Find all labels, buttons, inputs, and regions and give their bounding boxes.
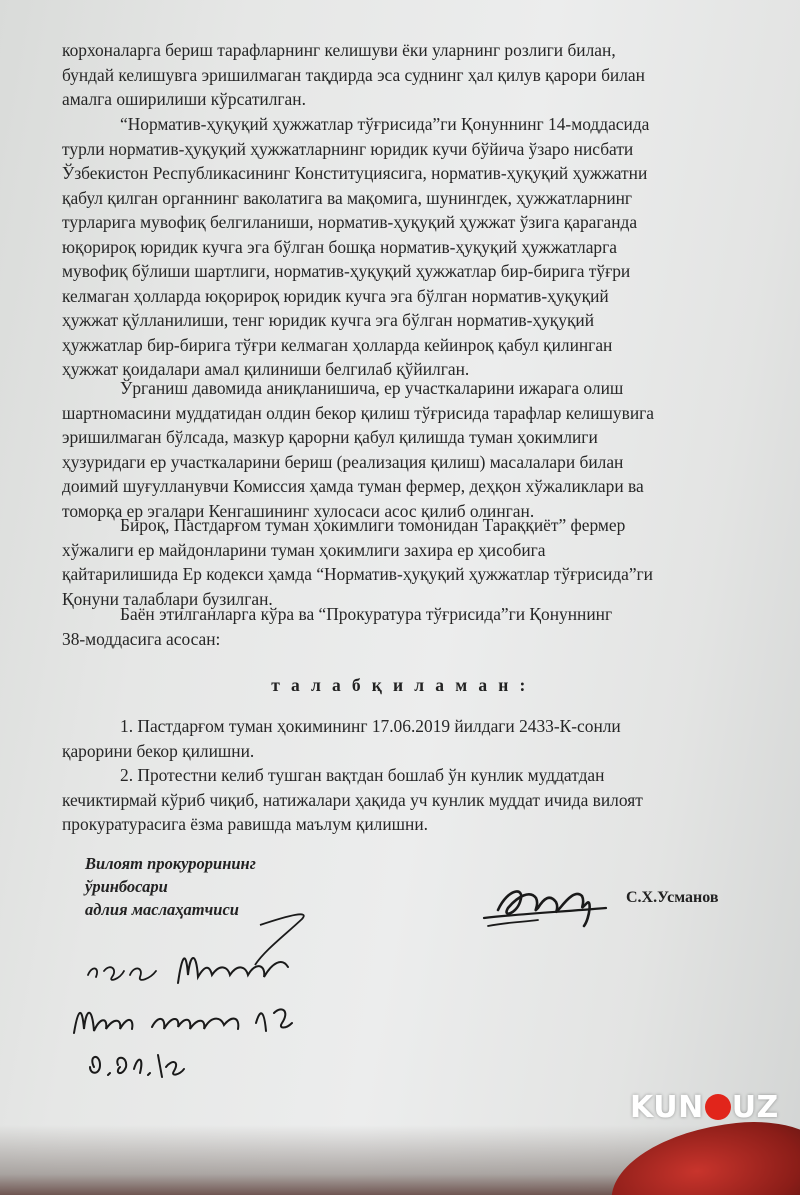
paragraph-findings bbox=[62, 376, 752, 523]
text-line: Ўрганиш давомида аниқланишича, ер участкаларини ижарага олиш bbox=[120, 378, 624, 398]
text-line: 38-моддасига асосан: bbox=[62, 628, 221, 649]
text-line: ҳужжатлар бир-бирига тўғри келмаган ҳолларда кейинроқ қабул қилинган bbox=[62, 334, 613, 355]
text-line: қарорини бекор қилишни. bbox=[62, 740, 255, 761]
text-line: хўжалиги ер майдонларини туман ҳокимлиги захира ер ҳисобига bbox=[62, 539, 546, 560]
text-line bbox=[78, 1010, 244, 1062]
text-line: Ўзбекистон Республикасининг Конституциясига, норматив-ҳуқуқий ҳужжатни bbox=[62, 163, 648, 183]
demand-item-2 bbox=[62, 763, 752, 837]
demand-heading: т а л а б қ и л а м а н : bbox=[271, 675, 529, 695]
kun-uz-watermark bbox=[630, 1090, 779, 1125]
text-line: “Норматив-ҳуқуқий ҳужжатлар тўғрисида”ги Қонуннинг 14-моддасида bbox=[120, 114, 650, 134]
text-line bbox=[78, 1062, 244, 1114]
text-line: турларига мувофиқ белгиланиши, норматив-ҳуқуқий ҳужжат ўзига қараганда bbox=[62, 212, 638, 232]
text-line: амалга оширилиши кўрсатилган. bbox=[62, 89, 306, 109]
text-line: юқорироқ юридик кучга эга бўлган бошқа норматив-ҳуқуқий ҳужжатларга bbox=[62, 236, 617, 257]
handwritten-note-text bbox=[78, 958, 244, 1114]
text-line: Бироқ, Пастдарғом туман ҳокимлиги томонидан Тараққиёт” фермер bbox=[120, 515, 626, 535]
text-line: томорқа ер эгалари Кенгашининг хулосаси асос қилиб олинган. bbox=[62, 500, 535, 521]
text-line: адлия маслаҳатчиси bbox=[85, 900, 239, 919]
text-line: Баён этилганларга кўра ва “Прокуратура тўғрисида”ги Қонуннинг bbox=[120, 604, 613, 624]
watermark-text: KUN bbox=[630, 1090, 704, 1125]
watermark-dot-icon bbox=[705, 1094, 731, 1120]
signature-drawing bbox=[478, 868, 628, 938]
demand-item-1 bbox=[62, 714, 752, 763]
text-line: кечиктирмай кўриб чиқиб, натижалари ҳақида уч кунлик муддат ичида вилоят bbox=[62, 789, 643, 810]
text-line bbox=[78, 958, 244, 1010]
text-line: Вилоят прокурорининг bbox=[85, 854, 256, 873]
text-line: бундай келишувга эришилмаган тақдирда эса суднинг ҳал қилув қарори билан bbox=[62, 64, 645, 85]
text-line: турли норматив-ҳуқуқий ҳужжатларнинг юридик кучи бўйича ўзаро нисбати bbox=[62, 138, 634, 159]
text-line: қабул қилган органнинг ваколатига ва мақомига, шунингдек, ҳужжатларнинг bbox=[62, 187, 633, 208]
text-line: келмаган ҳолларда юқорироқ юридик кучга эга бўлган норматив-ҳуқуқий bbox=[62, 285, 609, 306]
intro-paragraph bbox=[62, 38, 752, 112]
signatory-name: С.Х.Усманов bbox=[626, 889, 719, 906]
text-line: Қонуни талаблари бузилган. bbox=[62, 588, 273, 609]
text-line: эришилмаган бўлсада, мазкур қарорни қабул қилишда туман ҳокимлиги bbox=[62, 427, 598, 447]
text-line: қайтарилишида Ер кодекси ҳамда “Норматив-ҳуқуқий ҳужжатлар тўғрисида”ги bbox=[62, 564, 653, 584]
text-line: ҳузуридаги ер участкаларини бериш (реализация қилиш) масалалари билан bbox=[62, 451, 624, 472]
text-line: ҳужжат қўлланилиши, тенг юридик кучга эга бўлган норматив-ҳуқуқий bbox=[62, 310, 595, 330]
text-line: ўринбосари bbox=[85, 877, 168, 896]
text-line: мувофиқ бўлиши шартлиги, норматив-ҳуқуқий ҳужжатлар бир-бирига тўғри bbox=[62, 261, 631, 281]
text-line: доимий шуғулланувчи Комиссия ҳамда туман фермер, деҳқон хўжаликлари ва bbox=[62, 476, 644, 496]
paragraph-law-14 bbox=[62, 112, 752, 382]
text-line: прокуратурасига ёзма равишда маълум қилишни. bbox=[62, 814, 428, 834]
watermark-text: UZ bbox=[731, 1090, 779, 1125]
text-line: 1. Пастдарғом туман ҳокимининг 17.06.2019 йилдаги 2433-К-сонли bbox=[120, 716, 621, 736]
text-line: 2. Протестни келиб тушган вақтдан бошлаб ўн кунлик муддатдан bbox=[120, 765, 605, 785]
text-line: корхоналарга бериш тарафларнинг келишуви ёки уларнинг розлиги билан, bbox=[62, 40, 616, 60]
text-line: шартномасини муддатидан олдин бекор қилиш тўғрисида тарафлар келишувига bbox=[62, 402, 654, 423]
paragraph-basis bbox=[62, 602, 752, 651]
text-line: ҳужжат қоидалари амал қилиниши белгилаб қўйилган. bbox=[62, 359, 470, 379]
paragraph-violation bbox=[62, 513, 752, 611]
